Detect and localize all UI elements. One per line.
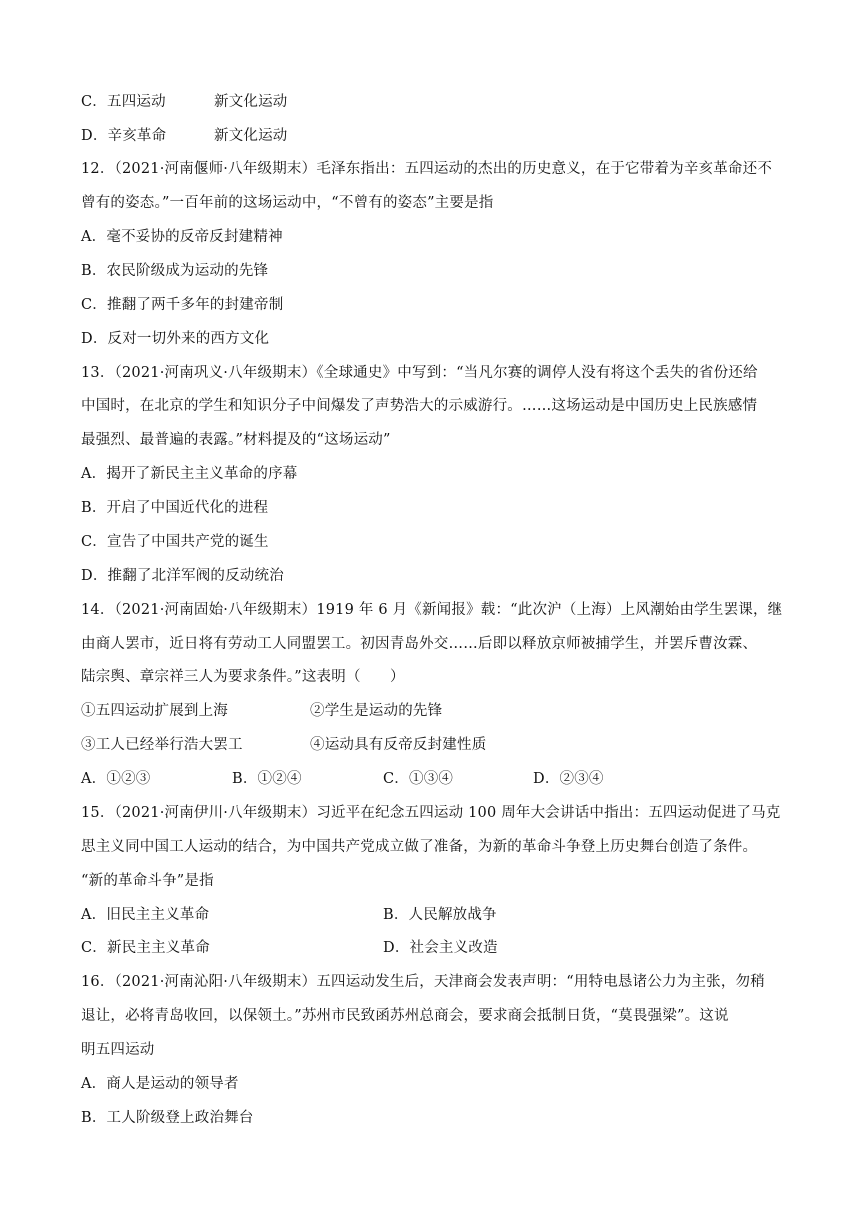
q12-option-a: A．毫不妥协的反帝反封建精神 bbox=[81, 229, 283, 245]
q12-option-b: B．农民阶级成为运动的先锋 bbox=[81, 263, 269, 279]
q13-option-a: A．揭开了新民主主义革命的序幕 bbox=[81, 466, 298, 482]
q13-stem-line1: 13．（2021·河南巩义·八年级期末）《全球通史》中写到：“当凡尔赛的调停人没有将这个丢失的省份还给 bbox=[81, 365, 758, 381]
q15-option-c: C．新民主主义革命 bbox=[81, 940, 210, 956]
q12-stem-line1: 12．（2021·河南偃师·八年级期末）毛泽东指出：五四运动的杰出的历史意义，在于它带着为辛亥革命还不 bbox=[81, 161, 773, 177]
q11-option-c-value: 新文化运动 bbox=[214, 94, 288, 110]
q15-stem-line2: 思主义同中国工人运动的结合，为中国共产党成立做了准备，为新的革命斗争登上历史舞台创造了条件。 bbox=[81, 839, 758, 855]
q14-option-b: B．①②④ bbox=[232, 771, 302, 787]
q11-option-d-label: D．辛亥革命 bbox=[81, 128, 167, 144]
q11-option-c bbox=[81, 90, 166, 111]
q16-stem-line3: 明五四运动 bbox=[81, 1042, 155, 1058]
q11-option-c-label: C．五四运动 bbox=[81, 94, 166, 110]
q13-stem-line3: 最强烈、最普遍的表露。”材料提及的“这场运动” bbox=[81, 432, 391, 448]
q11-option-d bbox=[81, 124, 166, 145]
q14-option-d: D．②③④ bbox=[533, 771, 604, 787]
q15-stem-line3: “新的革命斗争”是指 bbox=[81, 873, 214, 889]
q12-stem-line2: 曾有的姿态。”一百年前的这场运动中，“不曾有的姿态”主要是指 bbox=[81, 195, 494, 211]
q13-option-c: C．宣告了中国共产党的诞生 bbox=[81, 534, 269, 550]
q14-option-c: C．①③④ bbox=[383, 771, 454, 787]
q11-option-d-value: 新文化运动 bbox=[214, 128, 288, 144]
q12-option-c: C．推翻了两千多年的封建帝制 bbox=[81, 297, 284, 313]
q14-statement-4: ④运动具有反帝反封建性质 bbox=[310, 737, 487, 753]
q14-statement-1: ①五四运动扩展到上海 bbox=[81, 703, 228, 719]
q14-statement-3: ③工人已经举行浩大罢工 bbox=[81, 737, 243, 753]
q16-stem-line1: 16．（2021·河南沁阳·八年级期末）五四运动发生后，天津商会发表声明：“用特电恳诸公力为主张，勿稍 bbox=[81, 974, 765, 990]
q13-option-d: D．推翻了北洋军阀的反动统治 bbox=[81, 568, 284, 584]
q13-stem-line2: 中国时，在北京的学生和知识分子中间爆发了声势浩大的示威游行。……这场运动是中国历史上民族感情 bbox=[81, 398, 758, 414]
q13-option-b: B．开启了中国近代化的进程 bbox=[81, 500, 269, 516]
q14-statement-2: ②学生是运动的先锋 bbox=[310, 703, 443, 719]
q15-option-a: A．旧民主主义革命 bbox=[81, 907, 210, 923]
q14-stem-line3: 陆宗舆、章宗祥三人为要求条件。”这表明（ ） bbox=[81, 669, 405, 685]
q16-stem-line2: 退让，必将青岛收回，以保领土。”苏州市民致函苏州总商会，要求商会抵制日货，“莫畏强梁”。这说 bbox=[81, 1008, 729, 1024]
q15-option-b: B．人民解放战争 bbox=[383, 907, 497, 923]
q14-stem-line2: 由商人罢市，近日将有劳动工人同盟罢工。初因青岛外交……后即以释放京师被捕学生，并罢斥曹汝霖、 bbox=[81, 636, 758, 652]
q16-option-a: A．商人是运动的领导者 bbox=[81, 1076, 239, 1092]
q14-stem-line1: 14．（2021·河南固始·八年级期末）1919 年 6 月《新闻报》载：“此次沪（上海）上风潮始由学生罢课，继 bbox=[81, 602, 783, 618]
q12-option-d: D．反对一切外来的西方文化 bbox=[81, 331, 270, 347]
q15-stem-line1: 15．（2021·河南伊川·八年级期末）习近平在纪念五四运动 100 周年大会讲话中指出：五四运动促进了马克 bbox=[81, 805, 781, 821]
q14-option-a: A．①②③ bbox=[81, 771, 151, 787]
q15-option-d: D．社会主义改造 bbox=[383, 940, 498, 956]
q16-option-b: B．工人阶级登上政治舞台 bbox=[81, 1110, 254, 1126]
